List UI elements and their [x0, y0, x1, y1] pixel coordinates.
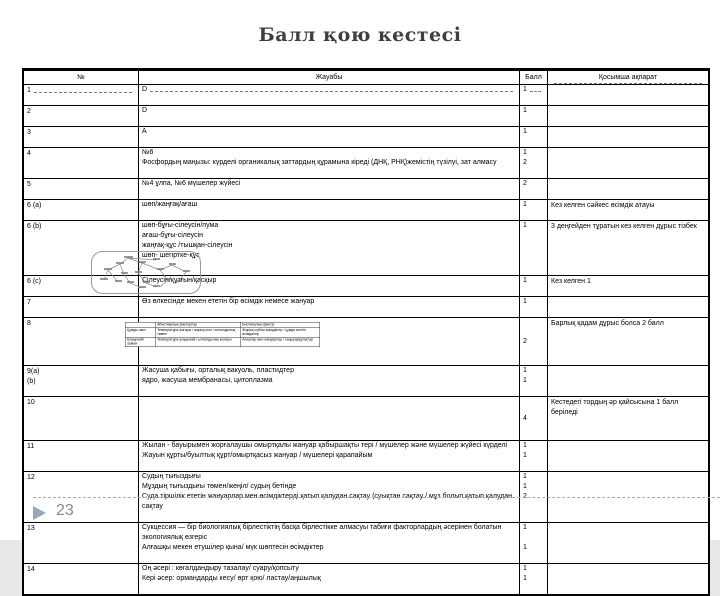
- answer-line: [139, 482, 520, 492]
- answer-line: [139, 574, 520, 584]
- row-number-text: 14: [27, 566, 35, 573]
- row-number-text: 6 (a): [27, 202, 42, 209]
- score-cell: [520, 210, 548, 220]
- answer-score: [520, 106, 548, 116]
- answer-text: Суда тіршілік ететін жануарлар мен өсімдіктерді қатып қалудан сақтау (суықтан сақтау / мұз болып қатып қалудан сақтау: [142, 493, 513, 510]
- answer-line: [139, 179, 520, 189]
- table-row: [24, 365, 708, 396]
- score-cell: [520, 95, 548, 105]
- answer-score: [520, 441, 548, 451]
- answer-text: Жауын құрты/буылтық құрт/омыртқасыз жануар / мүшелері қарапайым: [142, 452, 373, 459]
- answer-text: Судың тығыздығы: [142, 473, 201, 480]
- answer-text: Өз өлкесінде мекен ететін бір өсімдік немесе жануар: [142, 298, 315, 305]
- answer-line: [139, 472, 520, 482]
- table-row: [24, 522, 708, 563]
- answer-text: Сукцессия — бір биологиялық бірлестіктің басқа бірлестікке алмасуы табиғи факторлардың әсерінен болатын экологиялық өзгеріс: [142, 524, 502, 541]
- row-number: [27, 86, 135, 96]
- row-number-cell: [24, 179, 139, 199]
- row-number: [27, 565, 135, 575]
- score-text: 1: [523, 377, 527, 384]
- answer-text: Кері әсер: ормандарды кесу/ өрт қою/ ластау/аңшылық: [142, 575, 321, 582]
- extra-info-cell: [548, 148, 708, 178]
- answer-score: [520, 523, 548, 543]
- answer-score: [520, 543, 548, 553]
- row-number: [27, 398, 135, 408]
- row-number-text: 3: [27, 129, 31, 136]
- answer-filler: [139, 397, 520, 440]
- answer-text: Сілеусін/құзғын/қасқыр: [142, 277, 217, 284]
- row-number: [27, 524, 135, 534]
- answer-score: [520, 376, 548, 386]
- answer-line: [139, 523, 520, 543]
- row-number-text: 10: [27, 399, 35, 406]
- row-number: [27, 149, 135, 159]
- score-text: 1: [523, 86, 527, 93]
- answer-line: [139, 221, 520, 231]
- header-cell-answer: Жауабы: [139, 71, 520, 84]
- row-number-text: 9(a): [27, 368, 40, 375]
- extra-info-cell: [548, 523, 708, 563]
- answer-text: шөп-бұғы-сілеусін/пума: [142, 222, 219, 229]
- row-number-cell: [24, 148, 139, 178]
- page-number: 23: [56, 502, 74, 519]
- score-cell: [520, 261, 548, 275]
- answer-text: Фосфордың маңызы: күрделі органикалық заттардың құрамына кіреді (ДНҚ, РНҚ)жемістің түзілуі, зат алмасу: [142, 159, 497, 166]
- score-cell: [520, 512, 548, 522]
- answer-filler: [139, 210, 520, 220]
- row-number: [27, 367, 135, 377]
- score-text: 2: [523, 493, 527, 500]
- extra-info-cell: [548, 127, 708, 147]
- answer-line: [139, 85, 520, 95]
- row-number-cell: [24, 106, 139, 126]
- row-number: [27, 442, 135, 452]
- answer-text: шөп/жаңғақ/ағаш: [142, 201, 198, 208]
- table-row: [24, 563, 708, 594]
- row-number-cell: [24, 564, 139, 594]
- answer-filler: [139, 386, 520, 396]
- row-number-cell: [24, 366, 139, 396]
- row-number-cell: [24, 441, 139, 471]
- answer-score: [520, 482, 548, 492]
- answer-score: [520, 492, 548, 512]
- score-cell: [520, 584, 548, 594]
- extra-info-cell: [548, 85, 708, 105]
- answer-score: [520, 179, 548, 189]
- answer-score: [520, 221, 548, 231]
- row-number-text: 11: [27, 443, 35, 450]
- row-number-text: 5: [27, 181, 31, 188]
- extra-info-cell: [548, 106, 708, 126]
- row-number-cell: [24, 318, 139, 365]
- scoring-table: [22, 68, 710, 596]
- row-number-cell: [24, 297, 139, 317]
- score-text: 1: [523, 524, 527, 531]
- score-text: 1: [523, 222, 527, 229]
- table-row: [24, 84, 708, 105]
- header-cell-score: Балл: [520, 71, 548, 84]
- answer-text: Жасуша қабығы, орталық вакуоль, пластидтер: [142, 367, 294, 374]
- answer-filler: [139, 553, 520, 563]
- row-number-cell: [24, 127, 139, 147]
- answer-line: [139, 127, 520, 137]
- score-text: 1: [523, 367, 527, 374]
- row-number-text: 4: [27, 150, 31, 157]
- extra-text: Барлық қадам дұрыс болса 2 балл: [551, 320, 664, 327]
- extra-info-cell: [548, 221, 708, 275]
- factors-row: [125, 328, 320, 338]
- answer-line: [139, 451, 520, 461]
- row-number: [27, 222, 135, 232]
- factors-table: [125, 322, 320, 347]
- row-number-cell: [24, 85, 139, 105]
- row-number-text: 7: [27, 299, 31, 306]
- answer-score: [520, 241, 548, 251]
- extra-info-cell: [548, 200, 708, 220]
- answer-line: [139, 231, 520, 241]
- answer-score: [520, 251, 548, 261]
- answer-line: [139, 564, 520, 574]
- score-text: 1: [523, 483, 527, 490]
- score-cell: [520, 307, 548, 317]
- factors-row: [125, 337, 320, 347]
- score-cell: [520, 116, 548, 126]
- factors-cell: Температура жоғары / жарық мол / ылғалдылық төмен: [155, 328, 240, 338]
- row-number: [27, 128, 135, 138]
- row-number-text: 13: [27, 525, 35, 532]
- factors-cell: Құмды шөл: [125, 328, 155, 338]
- answer-text: Алғашқы мекен етушілер қына/ мүк шөптесін өсімдіктер: [142, 544, 324, 551]
- answer-filler: [139, 168, 520, 178]
- score-text: 1: [523, 575, 527, 582]
- answer-line: [139, 543, 520, 553]
- answer-filler: [139, 461, 520, 471]
- score-text: 1: [523, 201, 527, 208]
- table-row: [24, 178, 708, 199]
- answer-text: шөп- шегіртке-құс: [142, 252, 200, 259]
- answer-text: D: [142, 107, 148, 114]
- row-number-text: 1: [27, 87, 31, 94]
- extra-text: 3 деңгейден тұратын кез келген дұрыс тізбек: [551, 223, 697, 230]
- footer-divider: [33, 497, 720, 498]
- answer-score: [520, 366, 548, 376]
- score-text: 1: [523, 149, 527, 156]
- score-cell: 2: [520, 318, 548, 365]
- answer-filler: [139, 189, 520, 199]
- answer-score: [520, 564, 548, 574]
- score-text: 1: [523, 544, 527, 551]
- factors-cell: Жарық сүйгіш өсімдіктер / құмда өсетін өсімдіктер: [241, 328, 320, 338]
- factors-cell: Температура қоңыржай / ылғалдылық жоғары: [155, 337, 240, 347]
- answer-score: [520, 472, 548, 482]
- answer-filler: [139, 95, 520, 105]
- score-cell: [520, 386, 548, 396]
- score-text: 2: [523, 159, 527, 166]
- row-number-text: 6 (c): [27, 278, 41, 285]
- answer-score: [520, 148, 548, 158]
- header-cell-no: №: [24, 71, 139, 84]
- food-web-diagram-icon: [90, 250, 202, 295]
- answer-line: [139, 376, 520, 386]
- extra-info-cell: [548, 366, 708, 396]
- page-arrow-icon: [33, 506, 46, 520]
- row-number: [27, 319, 135, 329]
- factors-header-cell: Абиотикалық факторлар: [155, 322, 240, 328]
- row-number-cell: [24, 200, 139, 220]
- table-row: [24, 126, 708, 147]
- answer-score: [520, 276, 548, 286]
- score-cell: [520, 286, 548, 296]
- table-row: [24, 199, 708, 220]
- factors-inner-table: [125, 322, 320, 347]
- table-row: [24, 105, 708, 126]
- score-text: 1: [523, 277, 527, 284]
- row-number-cell: [24, 397, 139, 440]
- score-text: 1: [523, 565, 527, 572]
- score-cell: [520, 168, 548, 178]
- extra-info-cell: [548, 276, 708, 296]
- row-number: [27, 377, 135, 387]
- row-number-text: (b): [27, 378, 36, 385]
- extra-info-cell: [548, 441, 708, 471]
- extra-info-cell: [548, 179, 708, 199]
- score-cell: [520, 137, 548, 147]
- answer-score: [520, 200, 548, 210]
- row-number: [27, 107, 135, 117]
- answer-text: Жылан - бауырымен жорғалаушы омыртқалы жануар қабыршақты тері / мүшелер және мүшелер жүйесі күрделі: [142, 442, 508, 449]
- answer-line: [139, 148, 520, 158]
- answer-text: №6: [142, 149, 154, 156]
- score-text: 1: [523, 298, 527, 305]
- answer-text: жаңғақ-құс /тышқан-сілеусін: [142, 242, 233, 249]
- header-cell-extra: Қосымша ақпарат: [598, 73, 658, 81]
- score-text: 1: [523, 452, 527, 459]
- row-number: [27, 201, 135, 211]
- score-cell: [520, 461, 548, 471]
- answer-filler: [139, 584, 520, 594]
- answer-score: [520, 574, 548, 584]
- row-number: [27, 180, 135, 190]
- extra-text: Кез келген 1: [551, 278, 591, 285]
- table-row: [24, 296, 708, 317]
- page-title: Балл қою кестесі: [258, 24, 462, 46]
- table-row: [24, 440, 708, 471]
- answer-text: ағаш-бұғы-сілеусін: [142, 232, 204, 239]
- factors-header-cell: Биотикалық фактор: [241, 322, 320, 328]
- score-text: 1: [523, 473, 527, 480]
- row-number-text: 12: [27, 474, 35, 481]
- table-row: [24, 396, 708, 440]
- score-cell: [520, 553, 548, 563]
- answer-score: [520, 297, 548, 307]
- extra-text: Кез келген сәйкес өсімдік атауы: [551, 202, 655, 209]
- extra-info-cell: [548, 297, 708, 317]
- score-cell: 4: [520, 397, 548, 440]
- answer-filler: [139, 137, 520, 147]
- score-text: 1: [523, 107, 527, 114]
- answer-score: [520, 158, 548, 168]
- answer-line: [139, 366, 520, 376]
- answer-line: [139, 200, 520, 210]
- answer-score: [520, 231, 548, 241]
- answer-line: [139, 297, 520, 307]
- factors-cell: Қоңыржай орман: [125, 337, 155, 347]
- answer-text: A: [142, 128, 147, 135]
- factors-cell: Ағаштар мен жануарлар / саңырауқұлақтар: [241, 337, 320, 347]
- row-number-text: 6 (b): [27, 223, 42, 230]
- answer-filler: [139, 512, 520, 522]
- answer-text: Оң әсері : көгалдандыру тазалау/ суару/қопсыту: [142, 565, 299, 572]
- answer-text: №4 ұлпа, №6 мүшелер жүйесі: [142, 180, 241, 187]
- answer-line: [139, 158, 520, 168]
- answer-text: Мұздың тығыздығы төмен/жеңіл/ судың бетінде: [142, 483, 297, 490]
- answer-filler: [139, 116, 520, 126]
- answer-score: [520, 127, 548, 137]
- row-number: [27, 473, 135, 483]
- row-number-text: 2: [27, 108, 31, 115]
- answer-line: [139, 106, 520, 116]
- answer-line: [139, 441, 520, 451]
- score-cell: [520, 189, 548, 199]
- row-number-cell: [24, 523, 139, 563]
- answer-score: [520, 451, 548, 461]
- score-text: 1: [523, 128, 527, 135]
- answer-filler: [139, 307, 520, 317]
- answer-text: ядро, жасуша мембранасы, цитоплазма: [142, 377, 273, 384]
- extra-info-cell: [548, 318, 708, 365]
- extra-info-cell: [548, 397, 708, 440]
- row-number: [27, 298, 135, 308]
- row-number-text: 8: [27, 320, 31, 327]
- answer-line: [139, 492, 520, 512]
- score-text: 1: [523, 442, 527, 449]
- table-row: [24, 147, 708, 178]
- extra-text: Кестедегі тордың әр қайсысына 1 балл беріледі: [551, 399, 679, 416]
- score-text: 2: [523, 180, 527, 187]
- extra-info-cell: [548, 564, 708, 594]
- answer-score: [520, 85, 548, 95]
- answer-text: D: [142, 86, 148, 93]
- extra-dashed-line: [551, 86, 705, 87]
